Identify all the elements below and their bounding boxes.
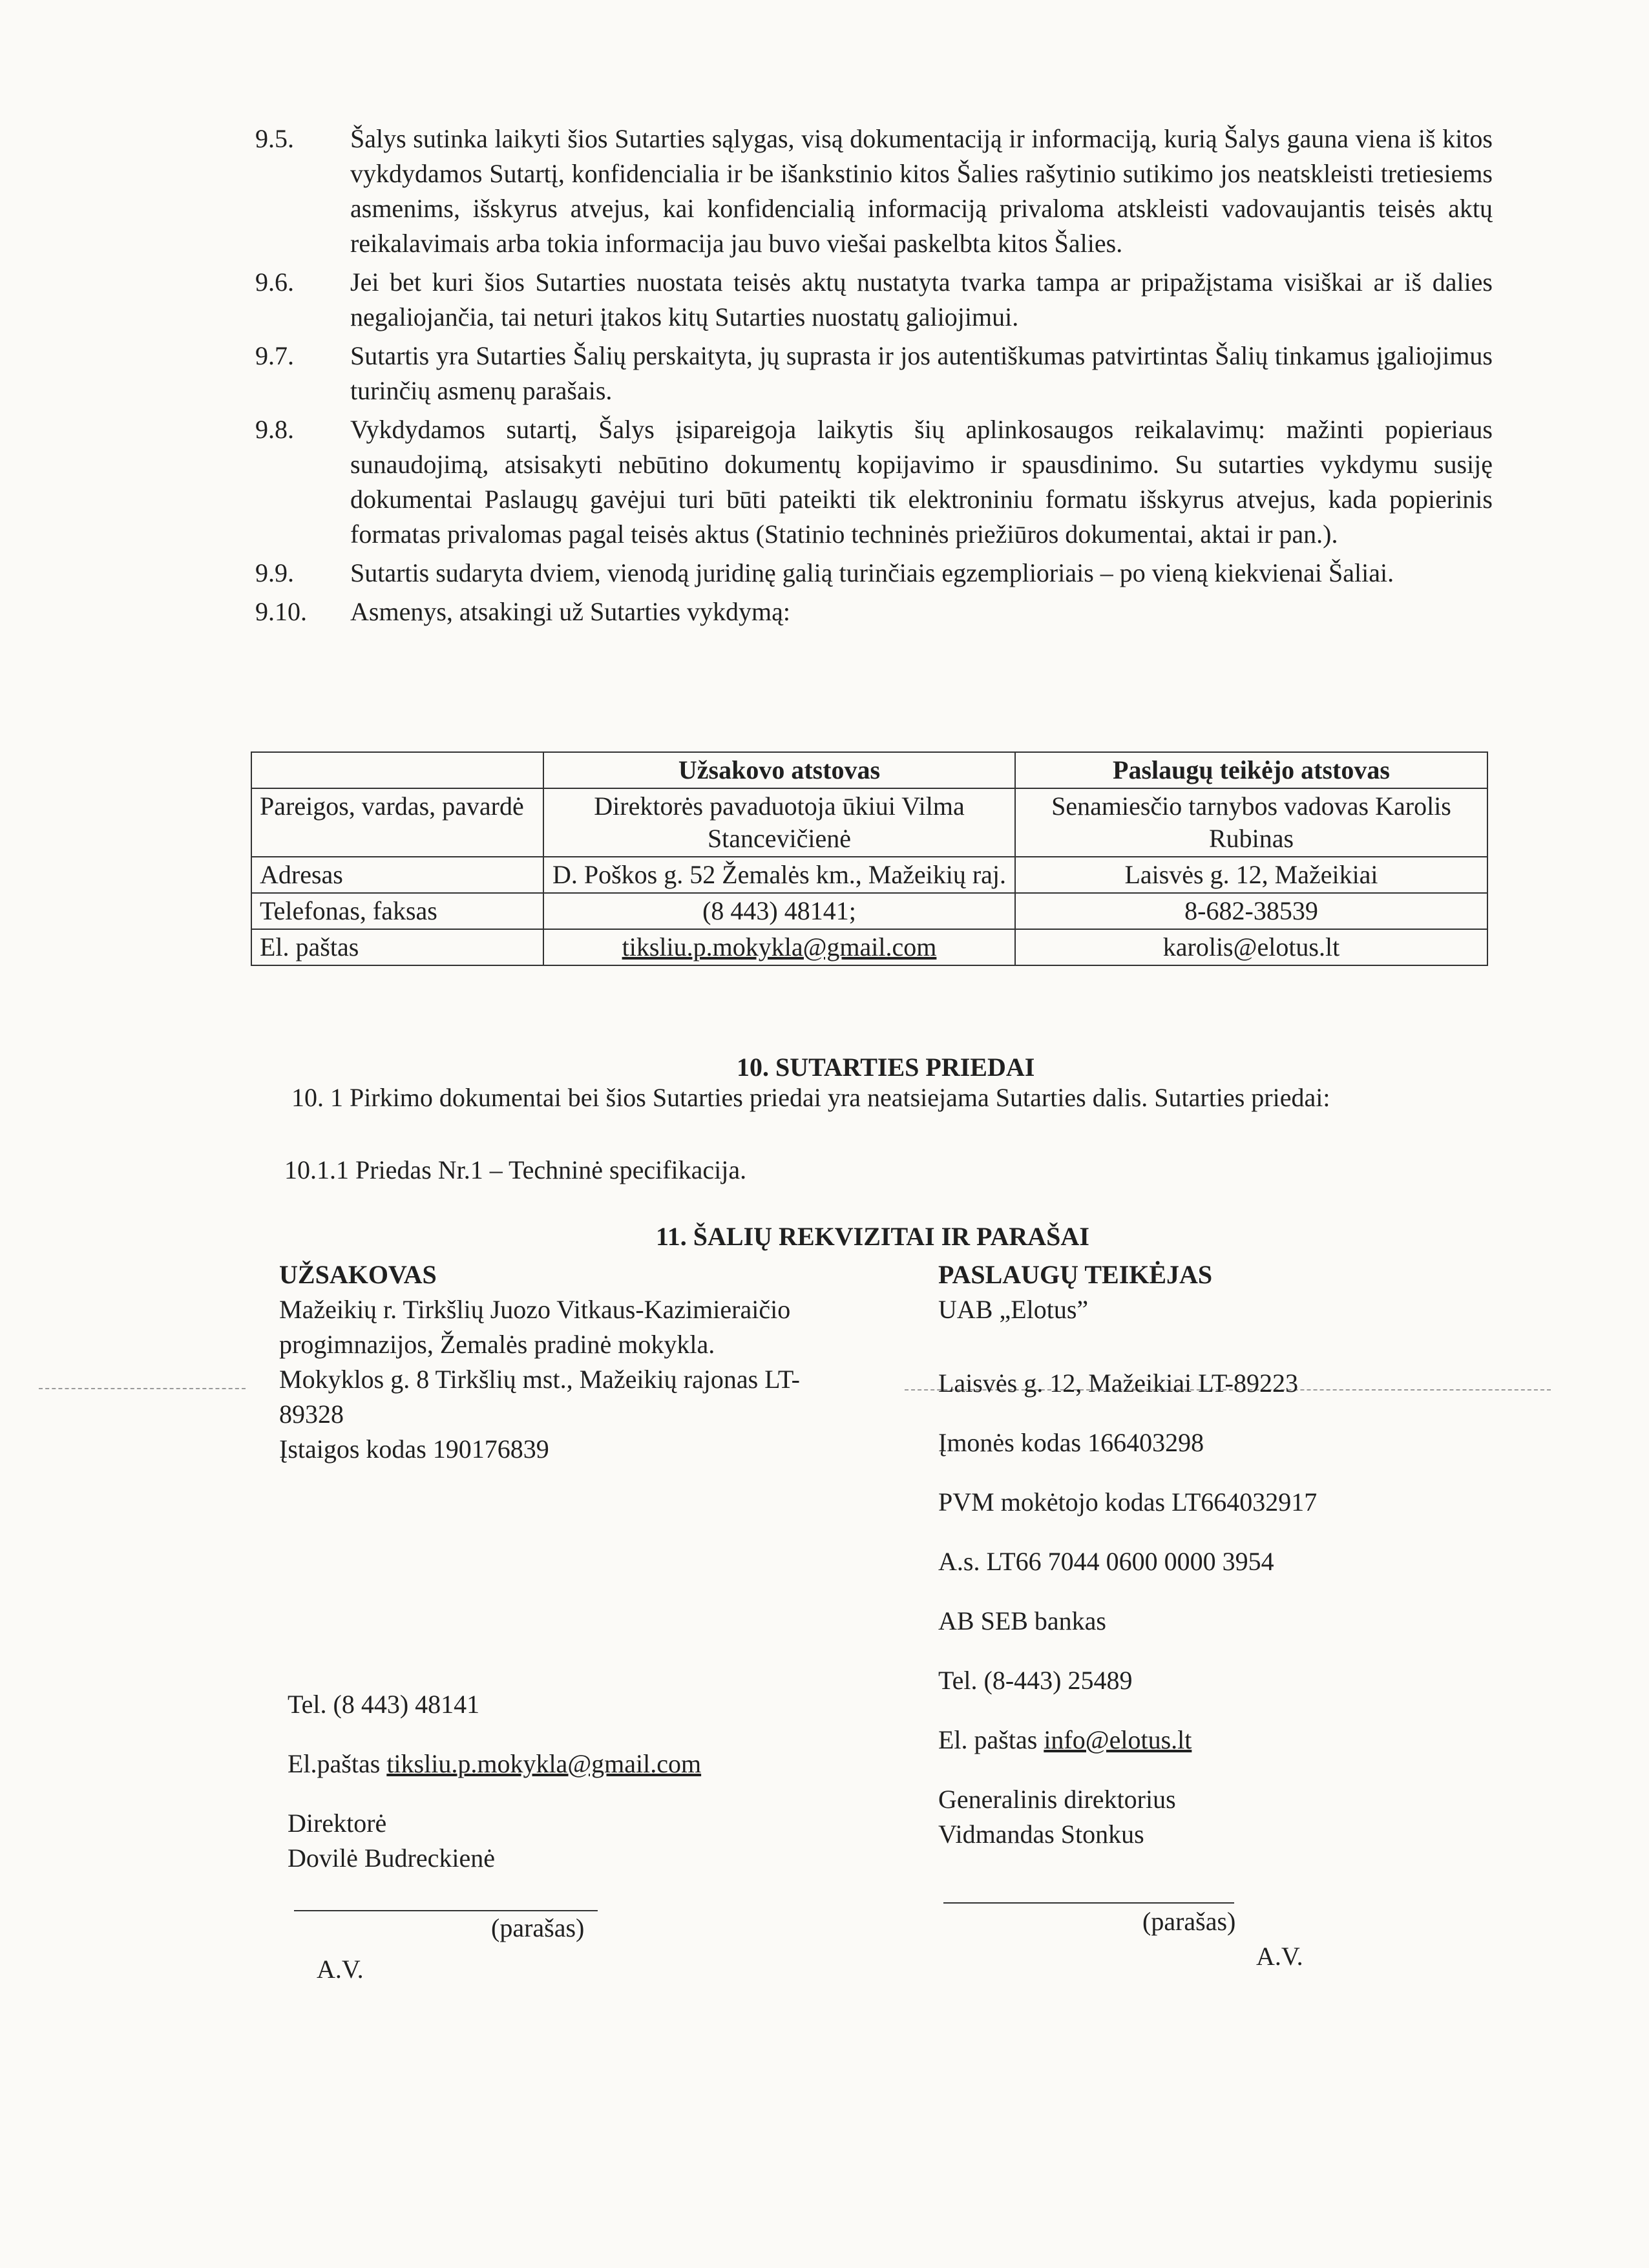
customer-signature-caption: (parašas) — [491, 1913, 585, 1942]
table-cell: 8-682-38539 — [1015, 893, 1487, 929]
customer-email-row — [288, 1747, 934, 1781]
clause — [255, 121, 1493, 261]
clause-number: 9.6. — [255, 268, 294, 297]
provider-address: Laisvės g. 12, Mažeikiai LT-89223 — [938, 1369, 1298, 1398]
table-cell: Adresas — [251, 857, 543, 893]
table-cell: Pareigos, vardas, pavardė — [251, 788, 543, 857]
clause-text: Jei bet kuri šios Sutarties nuostata teisės aktų nustatyta tvarka tampa ar pripažįstama visiškai ar iš dalies negaliojančia, tai neturi įtakos kitų Sutarties nuostatų galiojimui. — [350, 268, 1493, 331]
clause-number: 9.9. — [255, 558, 294, 587]
section-10-paragraph: 10. 1 Pirkimo dokumentai bei šios Sutarties priedai yra neatsiejama Sutarties dalis. Sutarties priedai: — [291, 1083, 1330, 1112]
customer-position: Direktorė — [288, 1809, 387, 1838]
provider-title: PASLAUGŲ TEIKĖJAS — [938, 1260, 1213, 1289]
table-header-cell — [251, 752, 543, 788]
provider-stamp: A.V. — [1256, 1942, 1303, 1971]
customer-email-link[interactable]: tiksliu.p.mokykla@gmail.com — [386, 1749, 702, 1778]
customer-stamp: A.V. — [317, 1955, 364, 1984]
table-cell: Direktorės pavaduotoja ūkiui Vilma Stancevičienė — [543, 788, 1015, 857]
table-row — [251, 893, 1487, 929]
clause-text: Šalys sutinka laikyti šios Sutarties sąlygas, visą dokumentaciją ir informaciją, kurią Šalys gauna viena iš kitos vykdydamos Sutartį, konfidencialia ir be išankstinio kitos Šalies rašytinio sutikimo jos neatskleisti tretiesiems asmenims, išskyrus atvejus, kai konfidencialią informaciją privaloma atskleisti vadovaujantis teisės aktų reikalavimais arba tokia informacija jau buvo viešai paskelbta kitos Šalies. — [350, 124, 1493, 258]
table-header-row — [251, 752, 1487, 788]
clause — [255, 339, 1493, 408]
table-row — [251, 857, 1487, 893]
clause — [255, 556, 1493, 591]
table-row — [251, 929, 1487, 965]
section-11-heading: 11. ŠALIŲ REKVIZITAI IR PARAŠAI — [656, 1222, 1089, 1251]
customer-title: UŽSAKOVAS — [279, 1260, 437, 1289]
table-row — [251, 788, 1487, 857]
clause-text: Vykdydamos sutartį, Šalys įsipareigoja laikytis šių aplinkosaugos reikalavimų: mažinti popieriaus sunaudojimą, atsisakyti nebūtino dokumentų kopijavimo ir spausdinimo. Su sutarties vykdymu susiję dokumentai Paslaugų gavėjui turi būti pateikti tik elektroniniu formatu išskyrus atvejus, kada popierinis formatas privalomas pagal teisės aktus (Statinio techninės priežiūros dokumentai, aktai ir pan.). — [350, 415, 1493, 549]
customer-code: Įstaigos kodas 190176839 — [279, 1434, 549, 1464]
customer-details — [279, 1257, 932, 1467]
clause-number: 9.10. — [255, 597, 307, 626]
table-cell: D. Poškos g. 52 Žemalės km., Mažeikių raj. — [543, 857, 1015, 893]
section-10-heading: 10. SUTARTIES PRIEDAI — [737, 1053, 1035, 1082]
table-cell: Telefonas, faksas — [251, 893, 543, 929]
clause — [255, 265, 1493, 335]
table-cell: Laisvės g. 12, Mažeikiai — [1015, 857, 1487, 893]
email-link[interactable]: karolis@elotus.lt — [1015, 929, 1487, 965]
customer-phone: Tel. (8 443) 48141 — [288, 1690, 480, 1719]
provider-bank: AB SEB bankas — [938, 1606, 1106, 1635]
provider-position: Generalinis direktorius — [938, 1785, 1176, 1814]
clause-text: Asmenys, atsakingi už Sutarties vykdymą: — [350, 597, 791, 626]
provider-bank-account: A.s. LT66 7044 0600 0000 3954 — [938, 1547, 1274, 1576]
customer-name: progimnazijos, Žemalės pradinė mokykla. — [279, 1330, 715, 1359]
provider-signature-line — [943, 1902, 1234, 1904]
provider-signature-caption: (parašas) — [1142, 1907, 1236, 1936]
customer-address: Mokyklos g. 8 Tirkšlių mst., Mažeikių rajonas LT- — [279, 1365, 800, 1394]
customer-address: 89328 — [279, 1400, 344, 1429]
customer-contacts — [288, 1687, 934, 1876]
section-10-annex: 10.1.1 Priedas Nr.1 – Techninė specifikacija. — [284, 1155, 747, 1184]
table-cell: El. paštas — [251, 929, 543, 965]
table-header-cell: Paslaugų teikėjo atstovas — [1015, 752, 1487, 788]
provider-name: UAB „Elotus” — [938, 1295, 1089, 1324]
clause-text: Sutartis sudaryta dviem, vienodą juridinę galią turinčiais egzemplioriais – po vieną kiekvienai Šaliai. — [350, 558, 1394, 587]
provider-email-row — [938, 1723, 1584, 1758]
provider-email-link[interactable]: info@elotus.lt — [1044, 1725, 1192, 1754]
representatives-table — [251, 751, 1488, 966]
table-header-cell: Užsakovo atstovas — [543, 752, 1015, 788]
clause-number: 9.5. — [255, 124, 294, 153]
customer-email-label: El.paštas — [288, 1749, 381, 1778]
customer-person: Dovilė Budreckienė — [288, 1843, 495, 1873]
provider-phone: Tel. (8-443) 25489 — [938, 1666, 1133, 1695]
clause-number: 9.8. — [255, 415, 294, 444]
clause — [255, 412, 1493, 552]
table-cell: (8 443) 48141; — [543, 893, 1015, 929]
customer-signature-line — [294, 1910, 598, 1911]
table-cell: Senamiesčio tarnybos vadovas Karolis Rubinas — [1015, 788, 1487, 857]
provider-vat-code: PVM mokėtojo kodas LT664032917 — [938, 1487, 1318, 1517]
customer-name: Mažeikių r. Tirkšlių Juozo Vitkaus-Kazimieraičio — [279, 1295, 791, 1324]
clause — [255, 594, 1493, 629]
clause-number: 9.7. — [255, 341, 294, 370]
email-link[interactable]: tiksliu.p.mokykla@gmail.com — [543, 929, 1015, 965]
provider-requisites — [938, 1366, 1584, 1852]
provider-code: Įmonės kodas 166403298 — [938, 1428, 1204, 1457]
provider-details — [938, 1257, 1584, 1327]
scan-artifact — [39, 1388, 246, 1389]
clauses-list — [255, 121, 1493, 633]
provider-person: Vidmandas Stonkus — [938, 1820, 1144, 1849]
clause-text: Sutartis yra Sutarties Šalių perskaityta, jų suprasta ir jos autentiškumas patvirtintas Šalių tinkamus įgaliojimus turinčių asmenų parašais. — [350, 341, 1493, 405]
provider-email-label: El. paštas — [938, 1725, 1038, 1754]
